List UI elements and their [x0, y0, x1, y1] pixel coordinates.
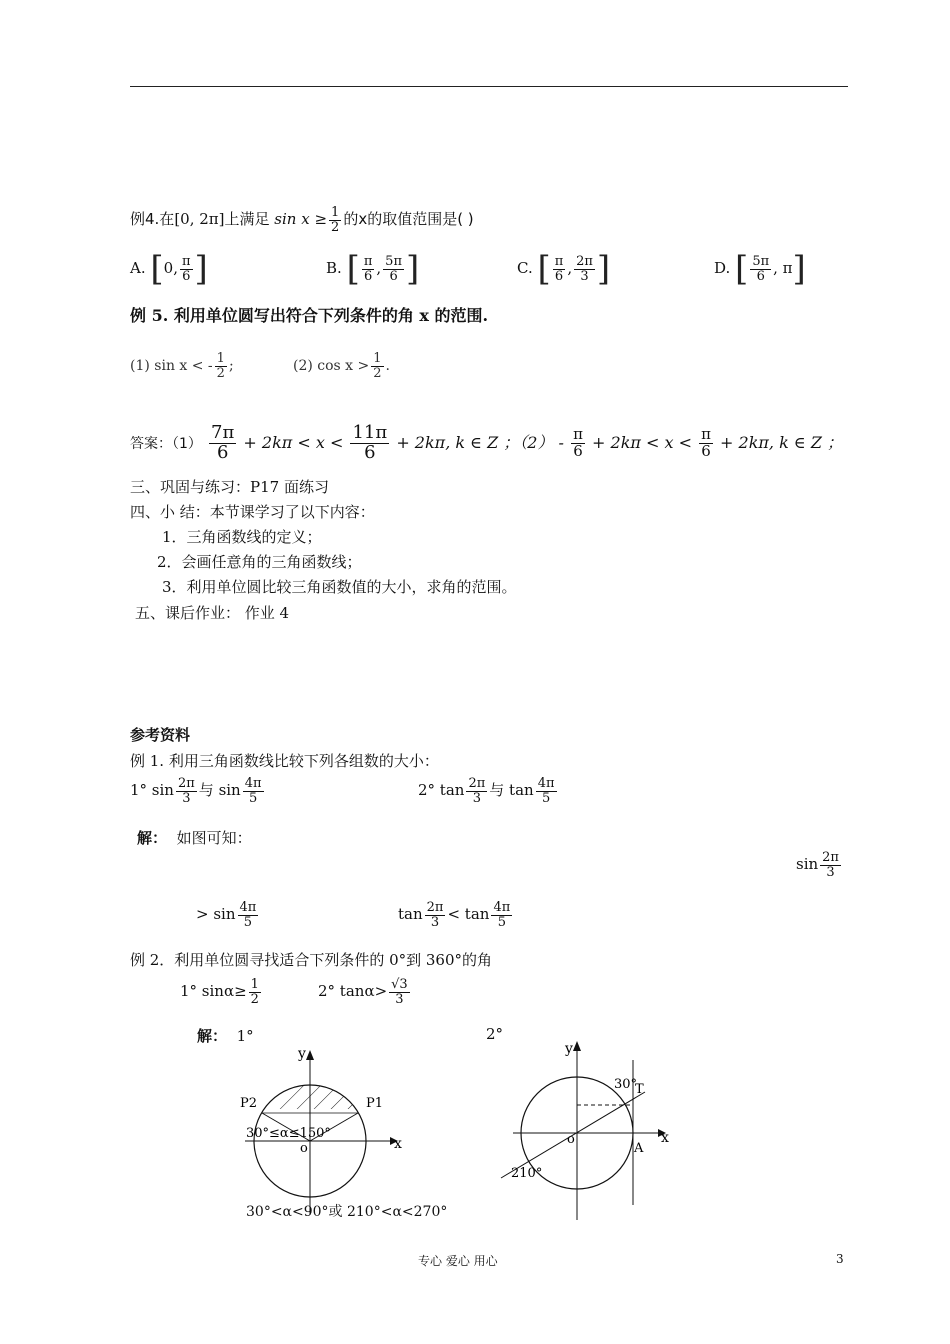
- section-4: 四、小 结：本节课学习了以下内容：: [130, 503, 375, 521]
- page-number: 3: [836, 1252, 844, 1266]
- answer-line: 答案：（1） $\frac{7\pi}{6}$ + 2kπ < x < $\frac{11\pi}{6}$ + 2kπ, k ∈ Z ；（2） - $\frac{\pi}{6}$ + 2kπ < x < $\frac{\pi}{6}$ + 2kπ, k ∈ Z ；: [130, 422, 844, 463]
- reference-example1-part2: 2° tan $\frac{2\pi}{3}$ 与 tan $\frac{4\pi}{5}$: [418, 776, 555, 806]
- example4-option-c: C. [ $\frac{\pi}{6}$ , $\frac{2\pi}{3}$ ]: [517, 249, 611, 289]
- reference-solution2-part2: 2°: [486, 1025, 504, 1043]
- reference-title: 参考资料: [130, 726, 191, 744]
- figure1-p2-label: P2: [240, 1096, 258, 1111]
- figure1-x-label: x: [394, 1136, 402, 1152]
- reference-example1-part1: 1° sin $\frac{2\pi}{3}$ 与 sin $\frac{4\pi}{5}$: [130, 776, 262, 806]
- figure2-t-label: T: [635, 1082, 644, 1097]
- figure1-range-label: 30°≤α≤150°: [246, 1126, 331, 1141]
- figure2-y-label: y: [565, 1041, 573, 1057]
- section-4-item-3: 3．利用单位圆比较三角函数值的大小，求角的范围。: [162, 578, 517, 596]
- reference-example2-title: 例 2．利用单位圆寻找适合下列条件的 0°到 360°的角: [130, 951, 493, 969]
- reference-example2-part1: 1° sinα≥ $\frac{1}{2}$: [180, 977, 259, 1007]
- example4-question: 例4.在[0, 2π]上满足 sin x ≥ $\frac{1}{2}$ 的x的取值范围是( ): [130, 205, 474, 235]
- section-4-item-2: 2．会画任意角的三角函数线；: [157, 553, 362, 571]
- example4-option-b: B. [ $\frac{\pi}{6}$ , $\frac{5\pi}{6}$ ]: [326, 249, 420, 289]
- example5-condition-1: (1) sin x < - $\frac{1}{2}$ ;: [130, 351, 234, 381]
- figure2-origin-label: o: [567, 1132, 575, 1147]
- example5-title: 例 5. 利用单位圆写出符合下列条件的角 x 的范围.: [130, 306, 489, 325]
- reference-solution1-gt: > sin $\frac{4\pi}{5}$: [196, 900, 257, 930]
- figure2-x-label: x: [661, 1130, 669, 1146]
- reference-solution2-label: 解： 1°: [197, 1027, 254, 1045]
- reference-example1-title: 例 1. 利用三角函数线比较下列各组数的大小：: [130, 752, 439, 770]
- figure1-caption: 30°<α<90°或 210°<α<270°: [246, 1204, 448, 1220]
- figure2-angle210-label: 210°: [511, 1166, 543, 1181]
- example4-option-a: A. [0, $\frac{\pi}{6}$ ]: [130, 249, 208, 289]
- figure1-p1-label: P1: [366, 1096, 384, 1111]
- reference-solution1: 解： 如图可知：: [137, 829, 252, 847]
- example5-condition-2: (2) cos x > $\frac{1}{2}$ .: [293, 351, 390, 381]
- figure2-unit-circle: [495, 1035, 685, 1220]
- figure2-angle30-label: 30°: [614, 1077, 638, 1092]
- figure1-y-label: y: [298, 1046, 306, 1062]
- example4-option-d: D. [ $\frac{5\pi}{6}$ , π]: [714, 249, 806, 289]
- footer-center: 专心 爱心 用心: [418, 1254, 498, 1268]
- section-3: 三、巩固与练习：P17 面练习: [130, 478, 329, 496]
- figure2-a-label: A: [634, 1141, 644, 1156]
- reference-example2-part2: 2° tanα> $\frac{√3}{3}$: [318, 977, 408, 1007]
- section-4-item-1: 1．三角函数线的定义；: [162, 528, 322, 546]
- reference-solution1-sin: sin $\frac{2\pi}{3}$: [796, 850, 839, 880]
- figure1-origin-label: o: [300, 1141, 308, 1156]
- section-5: 五、课后作业： 作业 4: [135, 604, 290, 622]
- reference-solution1-tan: tan $\frac{2\pi}{3}$ < tan $\frac{4\pi}{5}$: [398, 900, 511, 930]
- figure1-unit-circle: [230, 1040, 430, 1215]
- header-rule: [130, 86, 848, 87]
